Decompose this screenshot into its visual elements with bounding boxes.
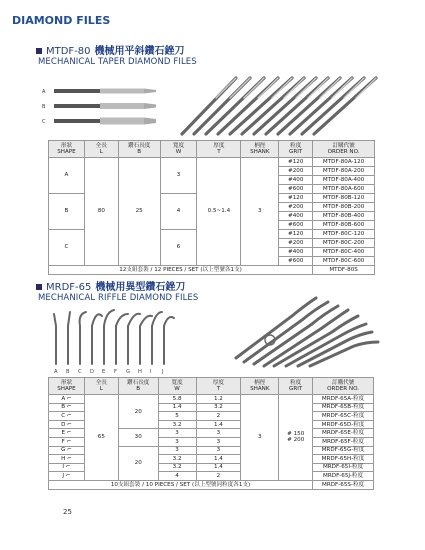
order-cell: MTDF-80B-200 bbox=[313, 203, 375, 212]
riffle-files-fan-image bbox=[232, 288, 382, 370]
riffle-label-d: D bbox=[90, 369, 94, 374]
header-thickness: 厚度 T bbox=[197, 141, 241, 158]
set-description: 12支組套裝 / 12 PIECES / SET (以上型號各1支) bbox=[49, 266, 313, 275]
table-footer-row bbox=[49, 266, 375, 275]
order-cell: MRDF-65B-粒度 bbox=[313, 403, 374, 412]
header-grit: 粒度 GRIT bbox=[279, 378, 313, 395]
shape-cell: I ⌐ bbox=[49, 463, 85, 472]
width-cell: 5 bbox=[158, 412, 196, 421]
grit-cell: #400 bbox=[279, 212, 313, 221]
riffle-label-f: F bbox=[114, 369, 117, 374]
width-cell: 3.2 bbox=[158, 463, 196, 472]
header-grit: 粒度 GRIT bbox=[279, 141, 313, 158]
riffle-label-a: A bbox=[54, 369, 58, 374]
taper-file-profiles-image bbox=[40, 78, 160, 130]
set-order-no: MTDF-80S bbox=[313, 266, 375, 275]
thickness-cell: 0.5~1.4 bbox=[197, 158, 241, 266]
riffle-file-c bbox=[80, 312, 86, 364]
diamond-length-cell: 25 bbox=[118, 158, 160, 266]
table-row bbox=[49, 395, 374, 404]
width-cell: 3 bbox=[160, 158, 197, 194]
shank-cell: 3 bbox=[241, 158, 279, 266]
order-cell: MRDF-65C-粒度 bbox=[313, 412, 374, 421]
header-shank: 柄徑 SHANK bbox=[241, 141, 279, 158]
order-cell: MTDF-80A-600 bbox=[313, 185, 375, 194]
riffle-file-f bbox=[116, 314, 128, 364]
grit-cell: #600 bbox=[279, 257, 313, 266]
grit-cell: #200 bbox=[279, 239, 313, 248]
grit-cell: #120 bbox=[279, 194, 313, 203]
riffle-label-b: B bbox=[66, 369, 70, 374]
riffle-label-g: G bbox=[126, 369, 131, 374]
grit-cell: #120 bbox=[279, 158, 313, 167]
header-width: 寬度 W bbox=[160, 141, 197, 158]
order-cell: MRDF-65E-粒度 bbox=[313, 429, 374, 438]
section1-en-title: MECHANICAL TAPER DIAMOND FILES bbox=[38, 57, 197, 67]
riffle-label-j: J bbox=[162, 369, 164, 374]
order-cell: MRDF-65G-粒度 bbox=[313, 446, 374, 455]
order-cell: MTDF-80B-600 bbox=[313, 221, 375, 230]
table-footer-row bbox=[49, 480, 374, 489]
section-bullet-icon bbox=[36, 48, 42, 54]
header-order-no: 訂購代號 ORDER NO. bbox=[313, 141, 375, 158]
set-description: 10支組套裝 / 10 PIECES / SET (以上型號同粒度各1支) bbox=[49, 480, 313, 489]
mrdf-spec-table bbox=[48, 377, 374, 490]
section2-en-title: MECHANICAL RIFFLE DIAMOND FILES bbox=[38, 293, 199, 303]
riffle-file-h bbox=[140, 316, 152, 364]
shape-cell: F ⌐ bbox=[49, 437, 85, 446]
table-header-row bbox=[49, 378, 374, 395]
header-shape: 形狀 SHAPE bbox=[49, 141, 85, 158]
profile-c bbox=[54, 118, 156, 125]
section-bullet-icon bbox=[36, 284, 42, 290]
section2-heading bbox=[36, 278, 185, 293]
grit-cell: #200 bbox=[279, 167, 313, 176]
shape-cell: J ⌐ bbox=[49, 472, 85, 481]
riffle-label-e: E bbox=[102, 369, 106, 374]
shape-cell: E ⌐ bbox=[49, 429, 85, 438]
order-cell: MTDF-80A-120 bbox=[313, 158, 375, 167]
diamond-length-cell: 20 bbox=[118, 446, 158, 480]
section1-zh-title: 機械用平斜鑽石銼刀 bbox=[94, 46, 185, 57]
order-cell: MRDF-65I-粒度 bbox=[313, 463, 374, 472]
profile-label-b: B bbox=[42, 104, 46, 110]
thickness-cell: 3 bbox=[196, 429, 241, 438]
order-cell: MTDF-80C-400 bbox=[313, 248, 375, 257]
profile-b bbox=[54, 103, 156, 109]
diamond-length-cell: 30 bbox=[118, 429, 158, 446]
header-diamond-length: 鑽石長度 B bbox=[118, 378, 158, 395]
shape-cell: C ⌐ bbox=[49, 412, 85, 421]
order-cell: MTDF-80C-200 bbox=[313, 239, 375, 248]
shank-cell: 3 bbox=[241, 395, 279, 481]
shape-cell: H ⌐ bbox=[49, 455, 85, 464]
header-diamond-length: 鑽石長度 B bbox=[118, 141, 160, 158]
order-cell: MRDF-65J-粒度 bbox=[313, 472, 374, 481]
diamond-length-cell: 20 bbox=[118, 395, 158, 429]
table-header-row bbox=[49, 141, 375, 158]
shape-profile-icon: ⌐ bbox=[65, 464, 71, 471]
shape-profile-icon: ⌐ bbox=[66, 430, 72, 437]
header-order-no: 訂購代號 ORDER NO. bbox=[313, 378, 374, 395]
shape-profile-icon: ⌐ bbox=[66, 438, 72, 445]
order-cell: MTDF-80C-120 bbox=[313, 230, 375, 239]
order-cell: MRDF-65A-粒度 bbox=[313, 395, 374, 404]
grit-cell: # 150 # 200 bbox=[279, 395, 313, 481]
thickness-cell: 3 bbox=[196, 437, 241, 446]
width-cell: 4 bbox=[158, 472, 196, 481]
order-cell: MRDF-65H-粒度 bbox=[313, 455, 374, 464]
riffle-file-e bbox=[104, 310, 114, 364]
profile-label-a: A bbox=[42, 89, 46, 95]
thickness-cell: 2 bbox=[196, 412, 241, 421]
order-cell: MTDF-80A-200 bbox=[313, 167, 375, 176]
width-cell: 3 bbox=[158, 429, 196, 438]
grit-cell: #400 bbox=[279, 248, 313, 257]
shape-profile-icon: ⌐ bbox=[66, 412, 72, 419]
profile-a bbox=[54, 89, 156, 94]
page-title: DIAMOND FILES bbox=[12, 14, 111, 27]
width-cell: 1.4 bbox=[158, 403, 196, 412]
header-shank: 柄徑 SHANK bbox=[241, 378, 279, 395]
riffle-file-d bbox=[92, 314, 102, 364]
thickness-cell: 1.4 bbox=[196, 455, 241, 464]
section2-zh-title: 機械用異型鑽石銼刀 bbox=[95, 282, 186, 293]
order-cell: MTDF-80A-400 bbox=[313, 176, 375, 185]
grit-cell: #120 bbox=[279, 230, 313, 239]
thickness-cell: 3 bbox=[196, 446, 241, 455]
riffle-label-c: C bbox=[78, 369, 82, 374]
grit-cell: #600 bbox=[279, 221, 313, 230]
width-cell: 3 bbox=[158, 446, 196, 455]
mtdf-spec-table bbox=[48, 140, 375, 275]
shape-profile-icon: ⌐ bbox=[67, 421, 72, 428]
riffle-file-g bbox=[128, 314, 140, 364]
thickness-cell: 2 bbox=[196, 472, 241, 481]
order-cell: MTDF-80C-600 bbox=[313, 257, 375, 266]
taper-files-fan-image bbox=[176, 74, 381, 140]
thickness-cell: 3.2 bbox=[196, 403, 241, 412]
width-cell: 4 bbox=[160, 194, 197, 230]
thickness-cell: 1.2 bbox=[196, 395, 241, 404]
page-number: 25 bbox=[63, 508, 72, 516]
width-cell: 6 bbox=[160, 230, 197, 266]
shape-cell: B ⌐ bbox=[49, 403, 85, 412]
width-cell: 3.2 bbox=[158, 420, 196, 429]
grit-cell: #600 bbox=[279, 185, 313, 194]
shape-profile-icon: ⌐ bbox=[65, 473, 71, 480]
header-thickness: 厚度 T bbox=[196, 378, 241, 395]
shape-profile-icon: ⌐ bbox=[66, 395, 72, 402]
order-cell: MTDF-80B-120 bbox=[313, 194, 375, 203]
shape-profile-icon: ⌐ bbox=[67, 447, 72, 454]
shape-cell: D ⌐ bbox=[49, 420, 85, 429]
header-length: 全長 L bbox=[84, 378, 118, 395]
length-cell: 65 bbox=[84, 395, 118, 481]
section1-code: MTDF-80 bbox=[46, 46, 91, 57]
riffle-file-a bbox=[54, 314, 56, 364]
header-width: 寬度 W bbox=[158, 378, 196, 395]
section2-code: MRDF-65 bbox=[46, 282, 92, 293]
shape-cell: B bbox=[49, 194, 85, 230]
riffle-label-i: I bbox=[150, 369, 152, 374]
length-cell: 80 bbox=[84, 158, 118, 266]
section1-heading bbox=[36, 42, 185, 57]
grit-cell: #400 bbox=[279, 176, 313, 185]
grit-cell: #200 bbox=[279, 203, 313, 212]
riffle-files-image bbox=[48, 304, 178, 374]
riffle-file-i bbox=[152, 312, 162, 364]
width-cell: 3.2 bbox=[158, 455, 196, 464]
shape-cell: C bbox=[49, 230, 85, 266]
order-cell: MTDF-80B-400 bbox=[313, 212, 375, 221]
shape-cell: A ⌐ bbox=[49, 395, 85, 404]
riffle-file-b bbox=[68, 312, 70, 364]
profile-label-c: C bbox=[42, 119, 46, 125]
riffle-label-h: H bbox=[138, 369, 142, 374]
shape-cell: A bbox=[49, 158, 85, 194]
set-order-no: MRDF-65S-粒度 bbox=[313, 480, 374, 489]
shape-profile-icon: ⌐ bbox=[66, 404, 72, 411]
width-cell: 3 bbox=[158, 437, 196, 446]
header-length: 全長 L bbox=[84, 141, 118, 158]
width-cell: 5.8 bbox=[158, 395, 196, 404]
thickness-cell: 1.4 bbox=[196, 420, 241, 429]
riffle-file-j bbox=[164, 317, 174, 364]
table-row bbox=[49, 158, 375, 167]
order-cell: MRDF-65F-粒度 bbox=[313, 437, 374, 446]
shape-cell: G ⌐ bbox=[49, 446, 85, 455]
thickness-cell: 1.4 bbox=[196, 463, 241, 472]
shape-profile-icon: ⌐ bbox=[67, 455, 72, 462]
header-shape: 形狀 SHAPE bbox=[49, 378, 85, 395]
order-cell: MRDF-65D-粒度 bbox=[313, 420, 374, 429]
